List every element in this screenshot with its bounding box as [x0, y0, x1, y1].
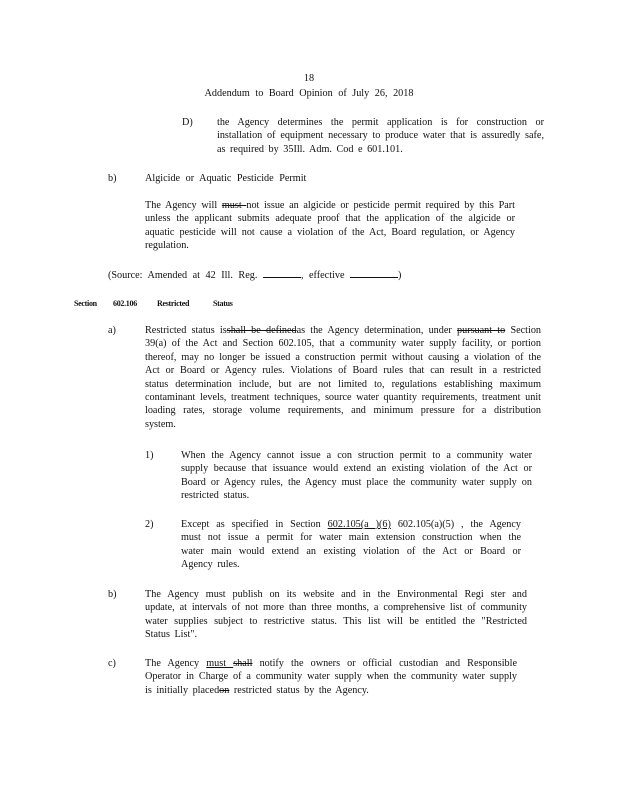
section-title-restricted: Restricted: [157, 299, 190, 308]
sub-a2-marker: 2): [145, 519, 154, 530]
item-d-text: the Agency determines the permit application is for construction or installation of equipment necessary to produce water that is assuredly safe, as required by 35Ill. Adm. Cod e 601.101.: [217, 117, 544, 155]
sub-a-marker: a): [108, 325, 116, 336]
document-title: Addendum to Board Opinion of July 26, 2018: [204, 88, 414, 99]
sub-c-marker: c): [108, 658, 116, 669]
section-b-marker: b): [108, 173, 117, 184]
section-number: 602.106: [113, 299, 137, 308]
item-d-marker: D): [182, 117, 193, 128]
sub-a1-paragraph: When the Agency cannot issue a con struction permit to a community water supply because that issuance would extend an existing violation of the Act or Board or Agency rules, the Agency must place the community water supply on restricted status.: [181, 450, 532, 502]
sub-a2-paragraph: Except as specified in Section 602.105(a )(6) 602.105(a)(5) , the Agency must not issue a permit for water main extension construction when the water main would extend an existing violation of the Act or Board or Agency rules.: [181, 519, 521, 571]
sub-c-paragraph: The Agency must shall notify the owners or official custodian and Responsible Operator in Charge of a community water supply when the community water supply is initially placedon restricted status by the Agency.: [145, 658, 517, 696]
sub-a1-marker: 1): [145, 450, 154, 461]
section-title-status: Status: [213, 299, 233, 308]
algicide-paragraph: The Agency will must not issue an algicide or pesticide permit required by this Part unless the applicant submits adequate proof that the application of the algicide or aquatic pesticide will not cause a violation of the Act, Board regulation, or Agency regulation.: [145, 200, 515, 252]
algicide-heading: Algicide or Aquatic Pesticide Permit: [145, 173, 307, 184]
section-label: Section: [74, 299, 97, 308]
sub-b-marker: b): [108, 589, 117, 600]
source-line: (Source: Amended at 42 Ill. Reg. , effective ): [108, 270, 402, 281]
sub-a-paragraph: Restricted status isshall be definedas the Agency determination, under pursuant to Section 39(a) of the Act and Section 602.105, that a community water supply facility, or portion thereof, may no longer be issued a construction permit without causing a violation of the Act or Board or Agency rules. Violations of Board rules that can result in a restricted status determination include, but are not limited to, regulations establishing maximum contaminant levels, treatment techniques, source water quantity requirements, treatment unit loading rates, storage volume requirements, and minimum pressure for a distribution system.: [145, 325, 542, 430]
page-number: 18: [303, 73, 315, 84]
sub-b-paragraph: The Agency must publish on its website and in the Environmental Regi ster and update, at intervals of not more than three months, a comprehensive list of community water supplies subject to restrictive status. This list will be entitled the "Restricted Status List".: [145, 589, 527, 641]
